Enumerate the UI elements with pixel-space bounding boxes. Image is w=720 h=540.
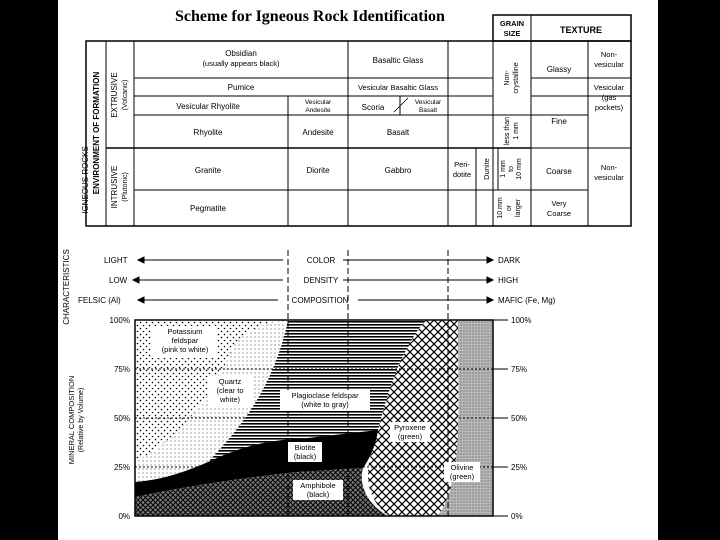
rock-dunite: Dunite — [482, 158, 491, 180]
y-tick-right-50: 50% — [511, 414, 528, 423]
rock-rhyolite: Rhyolite — [193, 128, 223, 137]
texture-header: TEXTURE — [559, 25, 603, 35]
mineral-composition-label: MINERAL COMPOSITION — [67, 375, 76, 465]
mineral-label-biotite: Biotite — [294, 443, 316, 452]
mineral-label-olivine-2: (green) — [449, 472, 475, 481]
grain-coarse: 1 mm — [500, 160, 507, 178]
rock-scoria: Scoria — [361, 103, 385, 112]
rock-pumice: Pumice — [227, 83, 255, 92]
texture-fine: Fine — [551, 117, 567, 126]
mineral-label-k-feldspar-3: (pink to white) — [161, 345, 209, 354]
grain-coarse-3: 10 mm — [516, 158, 523, 180]
rock-basaltic-glass: Basaltic Glass — [372, 56, 424, 65]
y-tick-left-0: 0% — [118, 512, 130, 521]
y-tick-left-25: 25% — [113, 463, 130, 472]
density-left: LOW — [109, 276, 128, 285]
grain-size-header: GRAIN — [499, 19, 525, 28]
rock-vesicular-basaltic-glass: Vesicular Basaltic Glass — [357, 83, 439, 92]
rock-vesicular-basalt-2: Basalt — [418, 107, 438, 114]
mineral-label-k-feldspar-2: feldspar — [171, 336, 199, 345]
rock-basalt: Basalt — [386, 128, 410, 137]
chart-canvas — [58, 0, 658, 540]
grain-coarse-2: to — [508, 166, 515, 172]
rock-vesicular-basalt: Vesicular — [414, 99, 442, 106]
composition-right: MAFIC (Fe, Mg) — [498, 296, 556, 305]
mineral-label-quartz: Quartz — [218, 377, 242, 386]
chart-title: Scheme for Igneous Rock Identification — [175, 8, 445, 25]
grain-noncrystalline: Non- — [504, 70, 511, 86]
texture-nonvesicular-bottom-2: vesicular — [594, 173, 624, 182]
grain-fine-2: 1 mm — [513, 122, 520, 140]
texture-very-coarse-2: Coarse — [546, 209, 572, 218]
grain-very-coarse-3: larger — [515, 199, 522, 217]
color-mid: COLOR — [306, 256, 336, 265]
mineral-label-plagioclase: Plagioclase feldspar — [291, 391, 359, 400]
mineral-label-k-feldspar: Potassium — [167, 327, 203, 336]
texture-nonvesicular-top-2: vesicular — [594, 60, 624, 69]
mineral-label-biotite-2: (black) — [293, 452, 317, 461]
texture-vesicular-2: (gas — [601, 93, 617, 102]
rock-vesicular-rhyolite: Vesicular Rhyolite — [176, 102, 240, 111]
y-tick-left-50: 50% — [113, 414, 130, 423]
intrusive-label: INTRUSIVE — [110, 165, 119, 209]
texture-glassy: Glassy — [546, 65, 572, 74]
y-tick-marks — [493, 320, 508, 516]
y-tick-right-25: 25% — [511, 463, 528, 472]
texture-vesicular: Vesicular — [593, 83, 625, 92]
texture-coarse: Coarse — [546, 167, 572, 176]
texture-nonvesicular-bottom: Non- — [600, 163, 618, 172]
grain-very-coarse-2: or — [506, 204, 513, 212]
characteristics-label: CHARACTERISTICS — [62, 249, 71, 325]
mineral-label-quartz-2: (clear to — [216, 386, 244, 395]
rock-table-grid — [86, 15, 631, 226]
rock-identification-chart — [58, 0, 658, 540]
composition-mid: COMPOSITION — [291, 296, 349, 305]
mineral-label-amphibole-2: (black) — [306, 490, 330, 499]
rock-vesicular-andesite: Vesicular — [304, 99, 332, 106]
rock-pegmatite: Pegmatite — [189, 204, 227, 213]
mineral-label-pyroxene: Pyroxene — [394, 423, 426, 432]
grain-fine: less than — [504, 116, 511, 146]
scoria-divider — [394, 98, 408, 112]
rock-peridotite: Peri- — [454, 160, 470, 169]
rock-obsidian-note: (usually appears black) — [202, 59, 280, 68]
mineral-label-quartz-3: white) — [219, 395, 241, 404]
y-tick-left-100: 100% — [109, 316, 130, 325]
mineral-label-amphibole: Amphibole — [300, 481, 336, 490]
density-mid: DENSITY — [303, 276, 339, 285]
mineral-label-pyroxene-2: (green) — [397, 432, 423, 441]
rock-vesicular-andesite-2: Andesite — [305, 107, 331, 114]
rock-diorite: Diorite — [306, 166, 330, 175]
color-right: DARK — [498, 256, 521, 265]
igneous-rocks-label: IGNEOUS ROCKS — [81, 146, 90, 214]
rock-andesite: Andesite — [302, 128, 334, 137]
y-tick-right-75: 75% — [511, 365, 528, 374]
y-tick-right-100: 100% — [511, 316, 532, 325]
y-tick-right-0: 0% — [511, 512, 523, 521]
rock-gabbro: Gabbro — [384, 166, 412, 175]
color-left: LIGHT — [104, 256, 128, 265]
volcanic-label: (Volcanic) — [122, 79, 129, 111]
texture-vesicular-3: pockets) — [594, 103, 624, 112]
grain-noncrystalline-2: crystalline — [513, 62, 520, 94]
y-tick-left-75: 75% — [113, 365, 130, 374]
mineral-label-olivine: Olivine — [450, 463, 474, 472]
texture-very-coarse: Very — [551, 199, 567, 208]
relative-by-volume-label: (Relative by Volume) — [78, 387, 85, 453]
rock-granite: Granite — [194, 166, 222, 175]
grain-size-header-2: SIZE — [503, 29, 521, 38]
density-right: HIGH — [498, 276, 518, 285]
mineral-label-plagioclase-2: (white to gray) — [301, 400, 349, 409]
grain-very-coarse: 10 mm — [497, 197, 504, 219]
texture-nonvesicular-top: Non- — [600, 50, 618, 59]
environment-label: ENVIRONMENT OF FORMATION — [92, 71, 101, 195]
extrusive-label: EXTRUSIVE — [110, 72, 119, 118]
rock-obsidian: Obsidian — [225, 49, 257, 58]
plutonic-label: (Plutonic) — [122, 172, 129, 202]
rock-peridotite-2: dotite — [452, 170, 472, 179]
composition-left: FELSIC (Al) — [78, 296, 121, 305]
